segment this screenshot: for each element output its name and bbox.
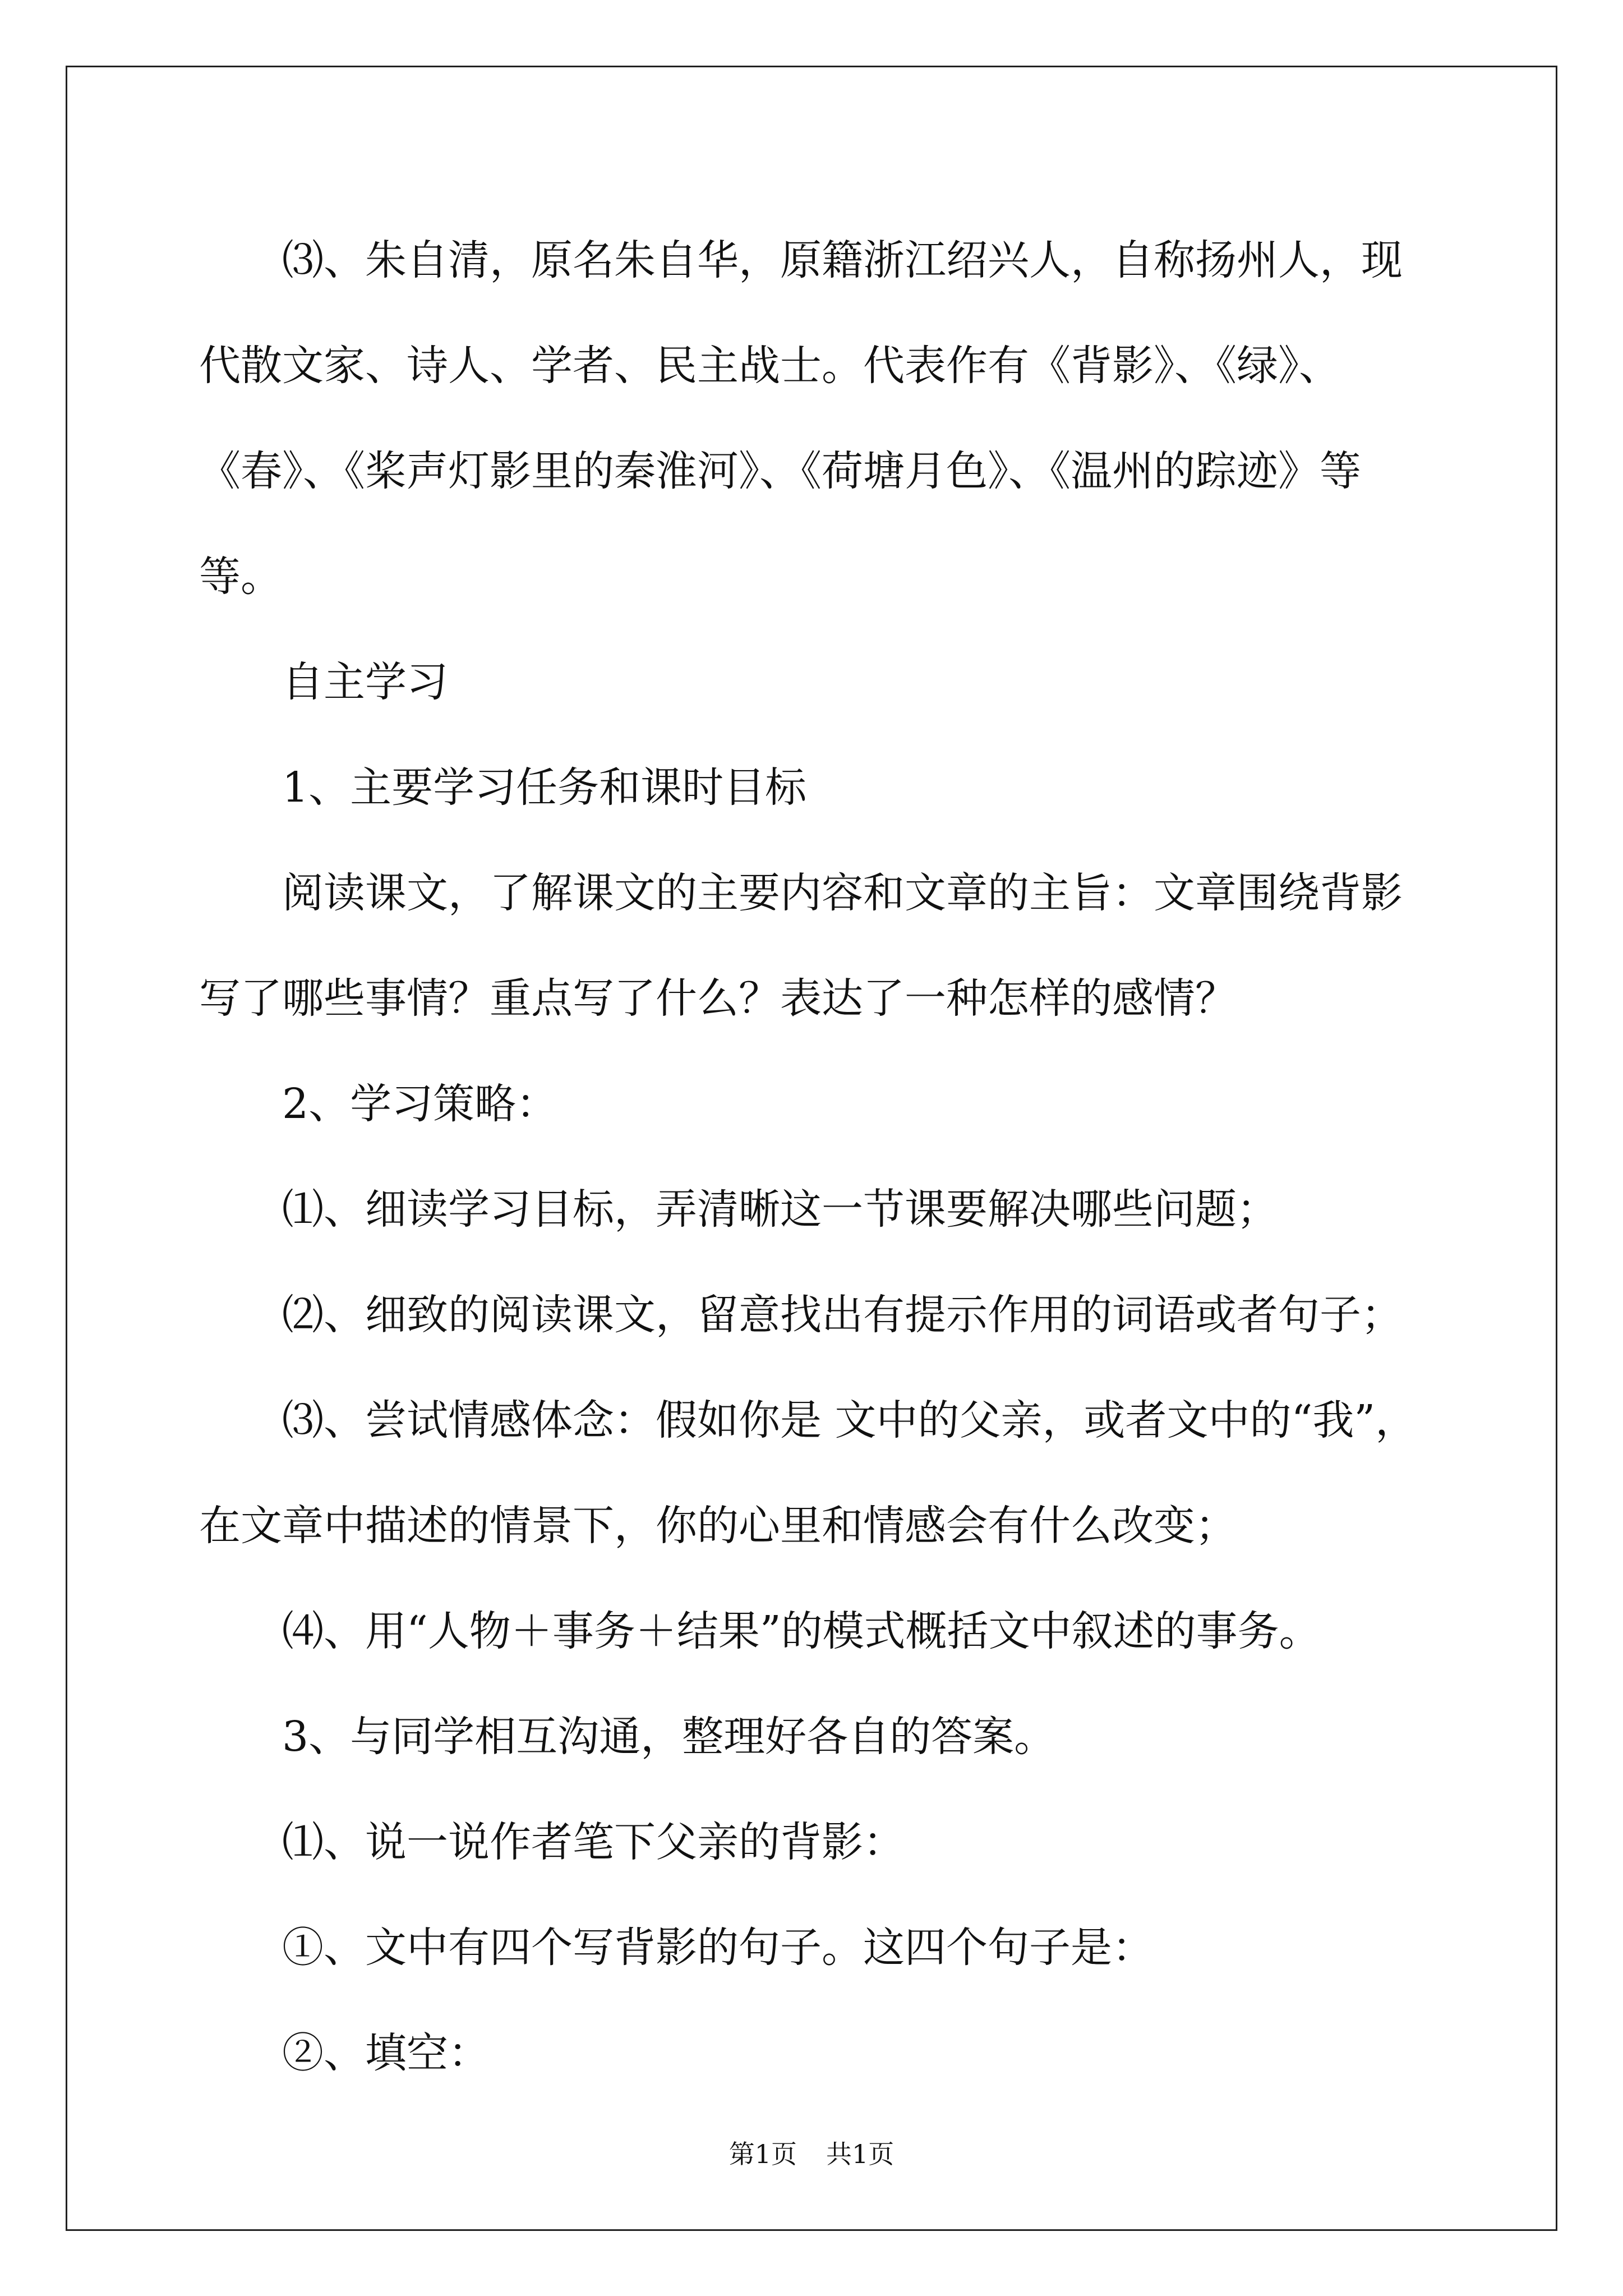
document-body: [199, 208, 1427, 2106]
section-heading-self-study: 自主学习: [282, 658, 448, 706]
paragraph-question-1: ⑴、说一说作者笔下父亲的背影：: [282, 1818, 905, 1866]
page-total: 共1页: [826, 2139, 895, 2169]
paragraph-question-1b: ②、填空：: [282, 2029, 490, 2077]
paragraph-author-intro: ⑶、朱自清，原名朱自华，原籍浙江绍兴人，自称扬州人，现代散文家、诗人、学者、民主战士。代表作有《背影》、《绿》、《春》、《桨声灯影里的秦淮河》、《荷塘月色》、《温州的踪迹》等等。: [199, 236, 1403, 601]
paragraph-communication: 3、与同学相互沟通，整理好各自的答案。: [282, 1713, 1056, 1761]
paragraph-task-heading: 1、主要学习任务和课时目标: [282, 763, 807, 812]
paragraph-question-1a: ①、文中有四个写背影的句子。这四个句子是：: [282, 1924, 1154, 1972]
paragraph-strategy-1: ⑴、细读学习目标，弄清晰这一节课要解决哪些问题；: [282, 1185, 1278, 1234]
paragraph-strategy-4: ⑷、用“人物＋事务＋结果”的模式概括文中叙述的事务。: [282, 1607, 1321, 1655]
page-footer: [0, 2137, 1623, 2171]
paragraph-strategy-3: ⑶、尝试情感体念：假如你是 文中的父亲，或者文中的“我”，在文章中描述的情景下，你的心里和情感会有什么改变；: [199, 1396, 1417, 1550]
paragraph-strategy-2: ⑵、细致的阅读课文，留意找出有提示作用的词语或者句子；: [282, 1291, 1403, 1339]
page-number: 第1页: [728, 2139, 797, 2169]
paragraph-task-body: 阅读课文，了解课文的主要内容和文章的主旨：文章围绕背影写了哪些事情？重点写了什么？表达了一种怎样的感情？: [199, 869, 1403, 1023]
paragraph-strategy-heading: 2、学习策略：: [282, 1080, 558, 1128]
